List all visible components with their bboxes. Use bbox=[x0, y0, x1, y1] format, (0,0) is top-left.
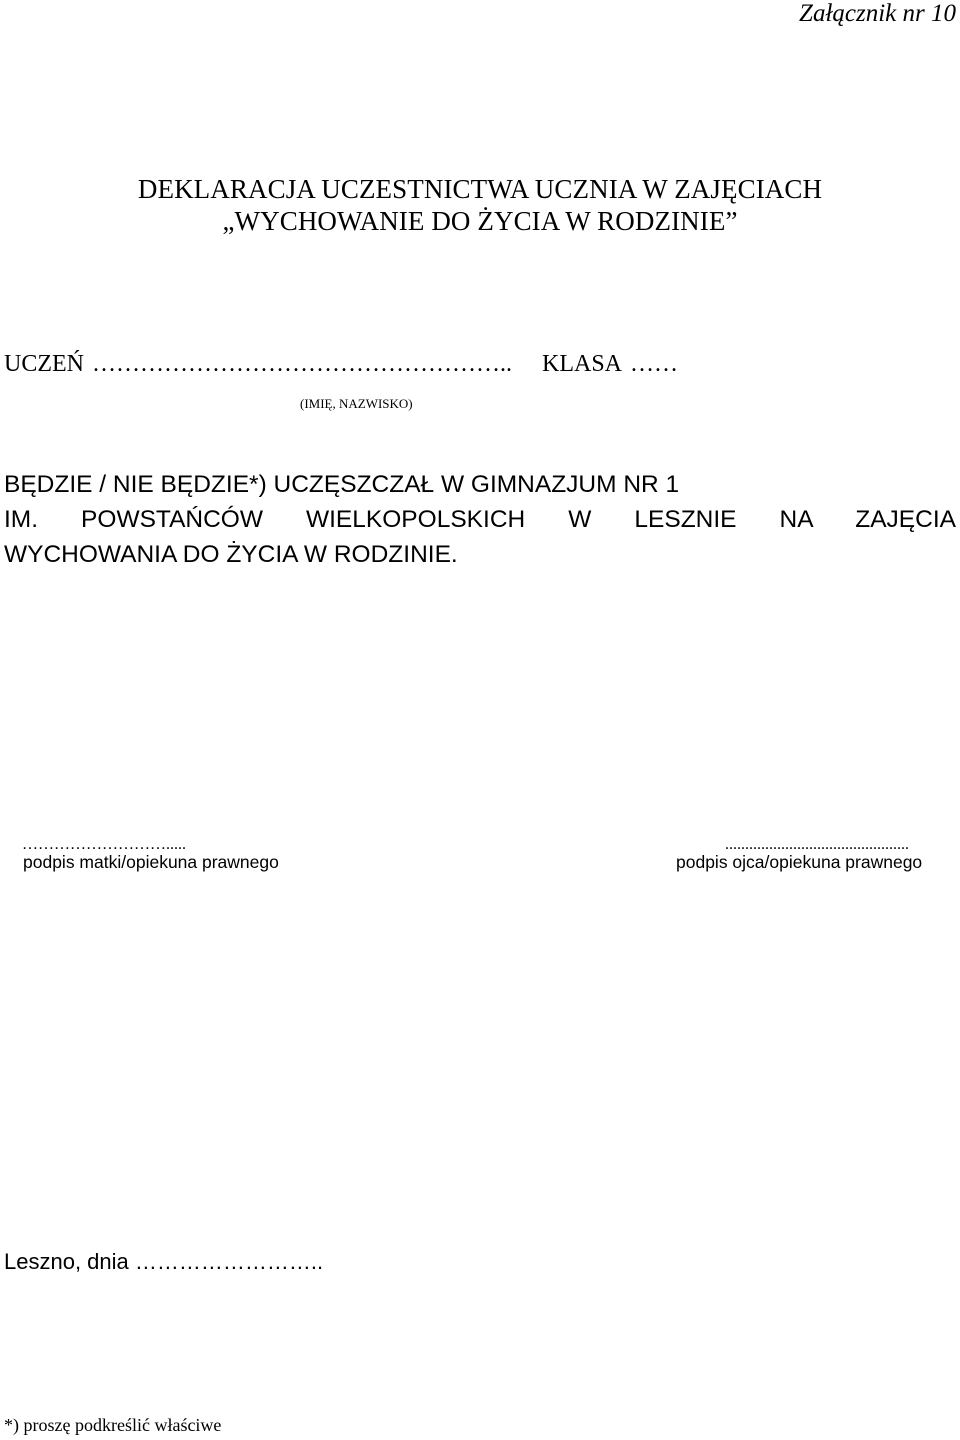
place-date-label: Leszno, dnia bbox=[4, 1249, 129, 1274]
mother-signature-dots: ………………………..... bbox=[22, 836, 186, 853]
student-name-dots: …………………………………………….. bbox=[92, 351, 512, 377]
place-date-row bbox=[4, 1249, 323, 1275]
declaration-line-2: IM. POWSTAŃCÓW WIELKOPOLSKICH W LESZNIE NA ZAJĘCIA bbox=[4, 506, 956, 533]
class-label: KLASA bbox=[542, 351, 623, 377]
student-label: UCZEŃ bbox=[4, 351, 84, 377]
father-signature-dots: .............................................. bbox=[725, 836, 909, 853]
place-date-dots: …………………….. bbox=[134, 1249, 324, 1274]
student-name-hint: (IMIĘ, NAZWISKO) bbox=[300, 396, 413, 411]
footnote: *) proszę podkreślić właściwe bbox=[4, 1415, 222, 1435]
document-title-line-2: „WYCHOWANIE DO ŻYCIA W RODZINIE” bbox=[222, 206, 738, 236]
annex-number: Załącznik nr 10 bbox=[799, 0, 956, 27]
document-title-line-1: DEKLARACJA UCZESTNICTWA UCZNIA W ZAJĘCIACH bbox=[137, 174, 823, 204]
father-signature-label: podpis ojca/opiekuna prawnego bbox=[676, 852, 923, 872]
student-field-row bbox=[4, 351, 678, 378]
mother-signature-label: podpis matki/opiekuna prawnego bbox=[23, 852, 279, 872]
declaration-line-3: WYCHOWANIA DO ŻYCIA W RODZINIE. bbox=[4, 541, 458, 568]
class-dots: …… bbox=[630, 351, 679, 377]
declaration-line-1: BĘDZIE / NIE BĘDZIE*) UCZĘSZCZAŁ W GIMNAZJUM NR 1 bbox=[4, 471, 680, 498]
